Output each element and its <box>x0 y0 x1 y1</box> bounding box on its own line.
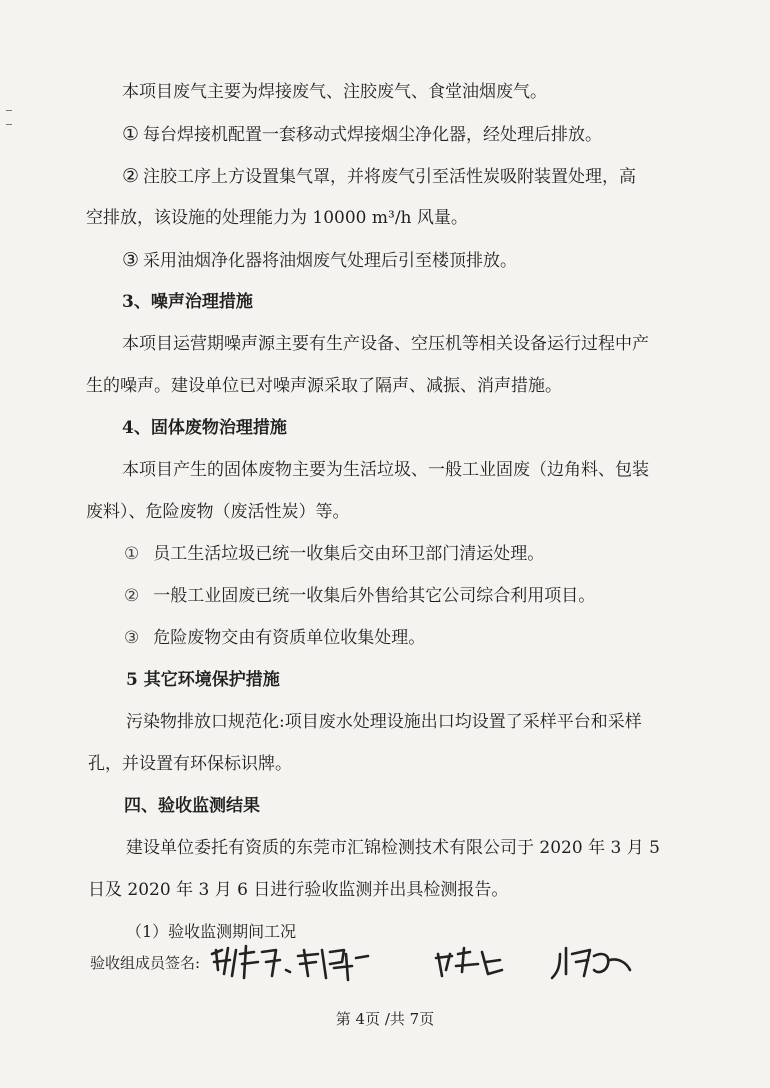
section-heading: 4、固体废物治理措施 <box>122 418 287 438</box>
circled-number: ② <box>124 586 140 606</box>
paragraph: 建设单位委托有资质的东莞市汇锦检测技术有限公司于 2020 年 3 月 5 <box>126 838 660 858</box>
circled-number: ① <box>124 544 140 564</box>
scan-speck <box>6 110 12 111</box>
list-item <box>124 542 544 566</box>
paragraph-continuation: 日及 2020 年 3 月 6 日进行验收监测并出具检测报告。 <box>88 880 509 900</box>
section-heading: 3、噪声治理措施 <box>122 292 253 312</box>
list-item <box>122 122 602 147</box>
circled-number: ② <box>122 165 140 187</box>
paragraph-continuation: 孔，并设置有环保标识牌。 <box>88 754 292 774</box>
handwritten-signatures <box>90 940 710 990</box>
circled-number: ③ <box>124 628 140 648</box>
paragraph: 本项目运营期噪声源主要有生产设备、空压机等相关设备运行过程中产 <box>122 334 649 354</box>
list-item-text: 危险废物交由有资质单位收集处理。 <box>153 628 426 648</box>
list-item <box>124 584 595 608</box>
signature-stroke <box>286 950 368 980</box>
list-item <box>124 626 425 650</box>
section-heading: 四、验收监测结果 <box>124 796 260 816</box>
paragraph-continuation: 生的噪声。建设单位已对噪声源采取了隔声、减振、消声措施。 <box>86 376 562 396</box>
paragraph-continuation: 废料）、危险废物（废活性炭）等。 <box>86 502 350 522</box>
paragraph-continuation: 空排放，该设施的处理能力为 10000 m³/h 风量。 <box>86 208 468 228</box>
list-item <box>122 248 517 273</box>
signature-stroke <box>436 948 502 976</box>
paragraph: 本项目产生的固体废物主要为生活垃圾、一般工业固废（边角料、包装 <box>122 460 649 480</box>
circled-number: ③ <box>122 249 140 271</box>
list-item <box>122 164 636 189</box>
list-item-text: 员工生活垃圾已统一收集后交由环卫部门清运处理。 <box>153 544 545 564</box>
section-heading: 5 其它环境保护措施 <box>126 670 280 690</box>
signature-stroke <box>552 948 630 978</box>
signature-block <box>90 940 710 990</box>
signature-stroke <box>212 946 280 978</box>
subsection-heading: （1）验收监测期间工况 <box>126 922 297 941</box>
signature-label: 验收组成员签名: <box>90 954 201 972</box>
list-item-text: 一般工业固废已统一收集后外售给其它公司综合利用项目。 <box>153 586 596 606</box>
paragraph: 污染物排放口规范化:项目废水处理设施出口均设置了采样平台和采样 <box>126 712 642 732</box>
list-item-text: 注胶工序上方设置集气罩，并将废气引至活性炭吸附装置处理，高 <box>143 167 637 187</box>
page-number: 第 4页 /共 7页 <box>335 1010 435 1028</box>
paragraph: 本项目废气主要为焊接废气、注胶废气、食堂油烟废气。 <box>122 82 547 102</box>
scan-speck <box>6 124 12 125</box>
list-item-text: 每台焊接机配置一套移动式焊接烟尘净化器，经处理后排放。 <box>143 125 603 145</box>
list-item-text: 采用油烟净化器将油烟废气处理后引至楼顶排放。 <box>143 251 518 271</box>
circled-number: ① <box>122 123 140 145</box>
